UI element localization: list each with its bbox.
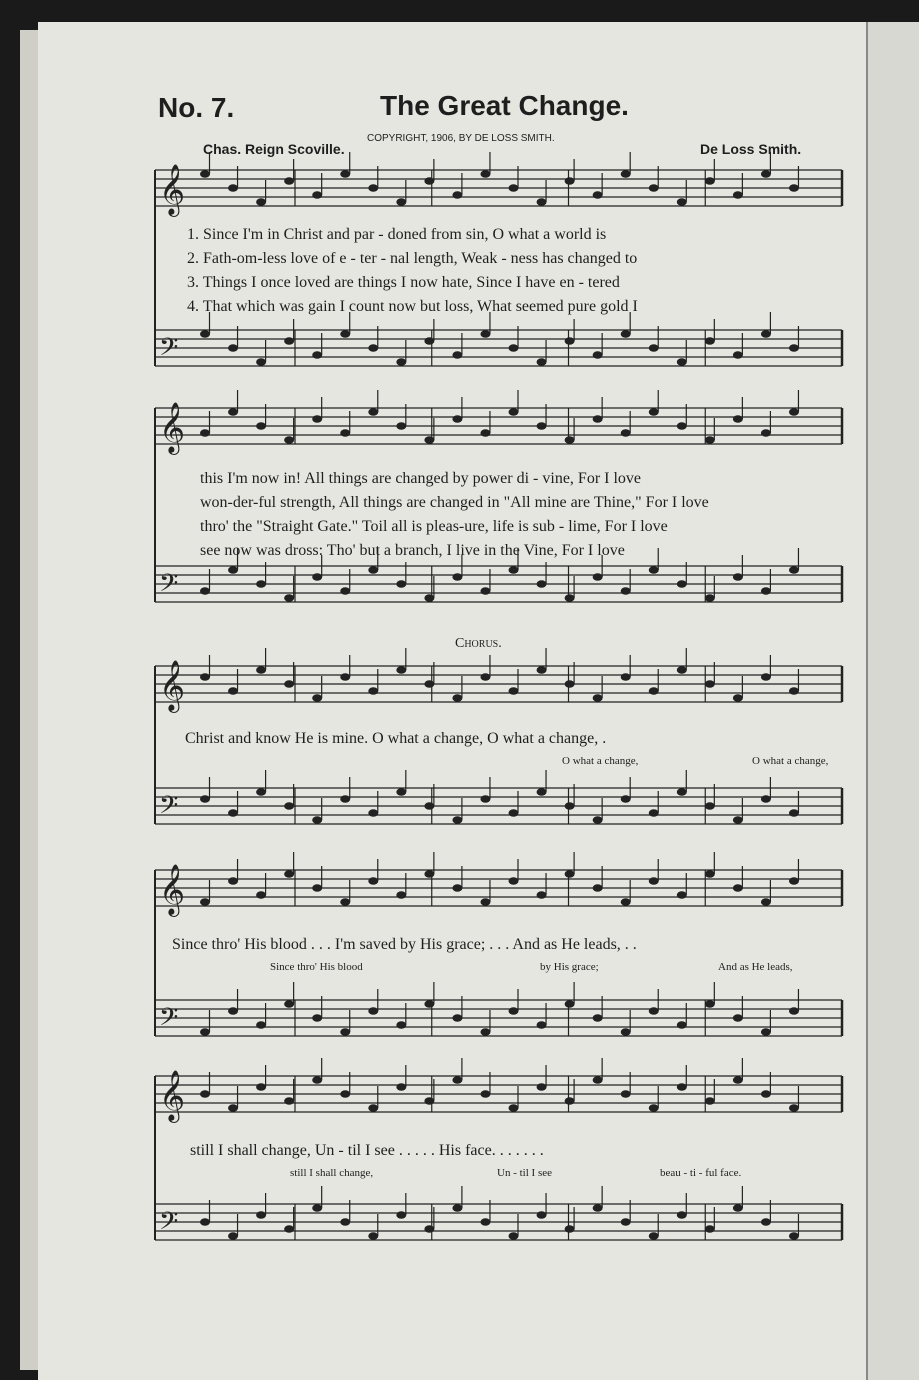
note-head	[284, 177, 294, 185]
note-head	[677, 580, 687, 588]
note-head	[480, 429, 490, 437]
note-head	[452, 1204, 462, 1212]
chorus-bass-2a: Since thro' His blood	[270, 961, 363, 973]
note-head	[789, 877, 799, 885]
note-head	[340, 429, 350, 437]
note-head	[565, 680, 575, 688]
note-head	[509, 1232, 519, 1240]
note-head	[452, 694, 462, 702]
note-head	[256, 1211, 266, 1219]
note-head	[284, 337, 294, 345]
note-head	[228, 687, 238, 695]
chorus-line-1: Christ and know He is mine. O what a change, O what a change, .	[185, 730, 607, 747]
note-head	[565, 1097, 575, 1105]
bass-clef-icon: 𝄢	[159, 333, 179, 368]
note-head	[368, 1104, 378, 1112]
note-head	[340, 330, 350, 338]
note-head	[761, 587, 771, 595]
verse-3-line-1: 3. Things I once loved are things I now hate, Since I have en - tered	[187, 274, 620, 291]
note-head	[200, 673, 210, 681]
note-head	[733, 573, 743, 581]
note-head	[761, 330, 771, 338]
chorus-line-2: Since thro' His blood . . . I'm saved by His grace; . . . And as He leads, . .	[172, 936, 637, 953]
note-head	[593, 694, 603, 702]
note-head	[396, 1083, 406, 1091]
note-head	[312, 1076, 322, 1084]
note-head	[396, 788, 406, 796]
note-head	[396, 580, 406, 588]
note-head	[509, 809, 519, 817]
note-head	[733, 351, 743, 359]
note-head	[649, 566, 659, 574]
note-head	[340, 1218, 350, 1226]
note-head	[228, 344, 238, 352]
note-head	[312, 816, 322, 824]
note-head	[649, 877, 659, 885]
note-head	[452, 1014, 462, 1022]
note-head	[761, 795, 771, 803]
note-head	[200, 1218, 210, 1226]
note-head	[396, 1211, 406, 1219]
note-head	[228, 566, 238, 574]
chorus-bass-3b: Un - til I see	[497, 1167, 552, 1179]
note-head	[200, 795, 210, 803]
note-head	[284, 436, 294, 444]
note-head	[228, 1104, 238, 1112]
note-head	[452, 816, 462, 824]
note-head	[509, 408, 519, 416]
note-head	[537, 1021, 547, 1029]
copyright-notice: COPYRIGHT, 1906, BY DE LOSS SMITH.	[367, 133, 555, 144]
note-head	[228, 1007, 238, 1015]
note-head	[677, 1083, 687, 1091]
note-head	[480, 1218, 490, 1226]
note-head	[733, 694, 743, 702]
note-head	[761, 673, 771, 681]
note-head	[312, 694, 322, 702]
note-head	[228, 1232, 238, 1240]
note-head	[452, 884, 462, 892]
note-head	[452, 191, 462, 199]
note-head	[256, 1083, 266, 1091]
note-head	[424, 177, 434, 185]
note-head	[789, 1232, 799, 1240]
note-head	[705, 177, 715, 185]
note-head	[565, 436, 575, 444]
note-head	[424, 436, 434, 444]
bass-clef-icon: 𝄢	[159, 1207, 179, 1242]
note-head	[396, 358, 406, 366]
note-head	[452, 1076, 462, 1084]
note-head	[200, 1090, 210, 1098]
note-head	[565, 337, 575, 345]
note-head	[705, 680, 715, 688]
note-head	[537, 580, 547, 588]
note-head	[312, 351, 322, 359]
note-head	[789, 1104, 799, 1112]
note-head	[677, 358, 687, 366]
verse-2-line-2: won-der-ful strength, All things are changed in "All mine are Thine," For I love	[200, 494, 709, 511]
note-head	[621, 795, 631, 803]
verse-2-line-1: 2. Fath-om-less love of e - ter - nal length, Weak - ness has changed to	[187, 250, 638, 267]
note-head	[593, 573, 603, 581]
note-head	[621, 673, 631, 681]
note-head	[565, 177, 575, 185]
note-head	[396, 891, 406, 899]
note-head	[649, 1104, 659, 1112]
note-head	[256, 198, 266, 206]
note-head	[200, 429, 210, 437]
note-head	[228, 877, 238, 885]
note-head	[593, 1014, 603, 1022]
note-head	[480, 587, 490, 595]
note-head	[621, 1090, 631, 1098]
note-head	[480, 673, 490, 681]
note-head	[480, 898, 490, 906]
note-head	[593, 816, 603, 824]
treble-clef-icon: 𝄞	[159, 1070, 186, 1121]
note-head	[761, 170, 771, 178]
note-head	[761, 1090, 771, 1098]
verse-3-line-2: thro' the "Straight Gate." Toil all is pleas-ure, life is sub - lime, For I love	[200, 518, 668, 535]
note-head	[733, 415, 743, 423]
note-head	[649, 809, 659, 817]
note-head	[340, 795, 350, 803]
note-head	[200, 898, 210, 906]
note-head	[621, 1218, 631, 1226]
note-head	[565, 1000, 575, 1008]
chorus-bass-2b: by His grace;	[540, 961, 599, 973]
note-head	[284, 1097, 294, 1105]
note-head	[705, 870, 715, 878]
note-head	[789, 184, 799, 192]
note-head	[424, 680, 434, 688]
chorus-bass-1b: O what a change,	[752, 755, 829, 767]
note-head	[733, 1014, 743, 1022]
note-head	[537, 422, 547, 430]
note-head	[256, 422, 266, 430]
note-head	[312, 884, 322, 892]
note-head	[733, 1204, 743, 1212]
note-head	[340, 170, 350, 178]
verse-1-line-2: this I'm now in! All things are changed by power di - vine, For I love	[200, 470, 642, 487]
note-head	[677, 891, 687, 899]
note-head	[312, 1014, 322, 1022]
note-head	[509, 184, 519, 192]
note-head	[256, 891, 266, 899]
note-head	[424, 870, 434, 878]
note-head	[593, 351, 603, 359]
note-head	[256, 1021, 266, 1029]
note-head	[284, 594, 294, 602]
note-head	[312, 415, 322, 423]
note-head	[677, 666, 687, 674]
note-head	[705, 1000, 715, 1008]
note-head	[789, 687, 799, 695]
note-head	[789, 408, 799, 416]
note-head	[509, 566, 519, 574]
note-head	[733, 191, 743, 199]
note-head	[424, 1000, 434, 1008]
bass-clef-icon: 𝄢	[159, 1003, 179, 1038]
note-head	[705, 594, 715, 602]
note-head	[789, 809, 799, 817]
note-head	[396, 422, 406, 430]
chorus-bass-3c: beau - ti - ful face.	[660, 1167, 742, 1179]
hymn-title: The Great Change.	[380, 90, 629, 121]
note-head	[593, 415, 603, 423]
bass-clef-icon: 𝄢	[159, 791, 179, 826]
note-head	[677, 422, 687, 430]
note-head	[649, 184, 659, 192]
note-head	[621, 170, 631, 178]
note-head	[396, 666, 406, 674]
note-head	[256, 358, 266, 366]
note-head	[368, 1232, 378, 1240]
note-head	[621, 330, 631, 338]
chorus-line-3: still I shall change, Un - til I see . . . . . His face. . . . . . .	[190, 1142, 544, 1159]
note-head	[256, 580, 266, 588]
note-head	[284, 1000, 294, 1008]
note-head	[761, 429, 771, 437]
note-head	[593, 884, 603, 892]
note-head	[396, 1021, 406, 1029]
note-head	[677, 198, 687, 206]
note-head	[228, 809, 238, 817]
note-head	[705, 1225, 715, 1233]
note-head	[789, 566, 799, 574]
note-head	[789, 1007, 799, 1015]
note-head	[509, 344, 519, 352]
note-head	[312, 1204, 322, 1212]
note-head	[537, 1211, 547, 1219]
note-head	[509, 1104, 519, 1112]
note-head	[368, 566, 378, 574]
chorus-label: Chorus.	[455, 636, 502, 651]
note-head	[368, 408, 378, 416]
note-head	[509, 1007, 519, 1015]
note-head	[565, 802, 575, 810]
note-head	[537, 891, 547, 899]
note-head	[733, 884, 743, 892]
note-head	[480, 1090, 490, 1098]
treble-clef-icon: 𝄞	[159, 660, 186, 711]
note-head	[312, 573, 322, 581]
note-head	[424, 594, 434, 602]
note-head	[228, 408, 238, 416]
note-head	[256, 666, 266, 674]
verse-4-line-1: 4. That which was gain I count now but loss, What seemed pure gold I	[187, 298, 638, 315]
note-head	[312, 191, 322, 199]
note-head	[621, 1028, 631, 1036]
note-head	[509, 687, 519, 695]
note-head	[649, 344, 659, 352]
note-head	[537, 358, 547, 366]
note-head	[340, 587, 350, 595]
note-head	[228, 184, 238, 192]
note-head	[593, 1076, 603, 1084]
note-head	[761, 1028, 771, 1036]
treble-clef-icon: 𝄞	[159, 164, 186, 215]
treble-clef-icon: 𝄞	[159, 402, 186, 453]
note-head	[649, 408, 659, 416]
hymn-number: No. 7.	[158, 92, 235, 123]
note-head	[340, 1028, 350, 1036]
verse-4-line-2: see now was dross: Tho' but a branch, I live in the Vine, For I love	[200, 542, 625, 559]
note-head	[621, 429, 631, 437]
note-head	[593, 1204, 603, 1212]
lyricist: Chas. Reign Scoville.	[203, 141, 345, 157]
note-head	[284, 802, 294, 810]
note-head	[200, 587, 210, 595]
note-head	[284, 870, 294, 878]
chorus-bass-3a: still I shall change,	[290, 1167, 374, 1179]
note-head	[452, 573, 462, 581]
note-head	[256, 788, 266, 796]
note-head	[340, 898, 350, 906]
note-head	[452, 415, 462, 423]
note-head	[705, 436, 715, 444]
note-head	[677, 1021, 687, 1029]
note-head	[565, 594, 575, 602]
note-head	[537, 1083, 547, 1091]
note-head	[761, 898, 771, 906]
treble-clef-icon: 𝄞	[159, 864, 186, 915]
note-head	[733, 816, 743, 824]
note-head	[537, 666, 547, 674]
note-head	[368, 687, 378, 695]
note-head	[480, 170, 490, 178]
note-head	[396, 198, 406, 206]
note-head	[200, 1028, 210, 1036]
verse-1-line-1: 1. Since I'm in Christ and par - doned from sin, O what a world is	[187, 226, 607, 243]
note-head	[424, 1225, 434, 1233]
composer: De Loss Smith.	[700, 141, 802, 157]
note-head	[565, 870, 575, 878]
note-head	[649, 687, 659, 695]
note-head	[705, 337, 715, 345]
note-head	[565, 1225, 575, 1233]
note-head	[424, 337, 434, 345]
note-head	[340, 673, 350, 681]
note-head	[593, 191, 603, 199]
note-head	[424, 802, 434, 810]
note-head	[789, 344, 799, 352]
note-head	[368, 877, 378, 885]
note-head	[368, 809, 378, 817]
note-head	[677, 1211, 687, 1219]
note-head	[733, 1076, 743, 1084]
note-head	[200, 330, 210, 338]
note-head	[649, 1007, 659, 1015]
note-head	[424, 1097, 434, 1105]
note-head	[284, 1225, 294, 1233]
note-head	[200, 170, 210, 178]
note-head	[480, 330, 490, 338]
note-head	[537, 788, 547, 796]
note-head	[509, 877, 519, 885]
note-head	[677, 788, 687, 796]
note-head	[284, 680, 294, 688]
chorus-bass-1a: O what a change,	[562, 755, 639, 767]
note-head	[368, 1007, 378, 1015]
note-head	[368, 184, 378, 192]
note-head	[480, 1028, 490, 1036]
note-head	[621, 898, 631, 906]
bass-clef-icon: 𝄢	[159, 569, 179, 604]
note-head	[452, 351, 462, 359]
note-head	[761, 1218, 771, 1226]
note-head	[705, 802, 715, 810]
note-head	[480, 795, 490, 803]
note-head	[705, 1097, 715, 1105]
note-head	[621, 587, 631, 595]
note-head	[340, 1090, 350, 1098]
note-head	[649, 1232, 659, 1240]
chorus-bass-2c: And as He leads,	[718, 961, 793, 973]
note-head	[537, 198, 547, 206]
note-head	[368, 344, 378, 352]
